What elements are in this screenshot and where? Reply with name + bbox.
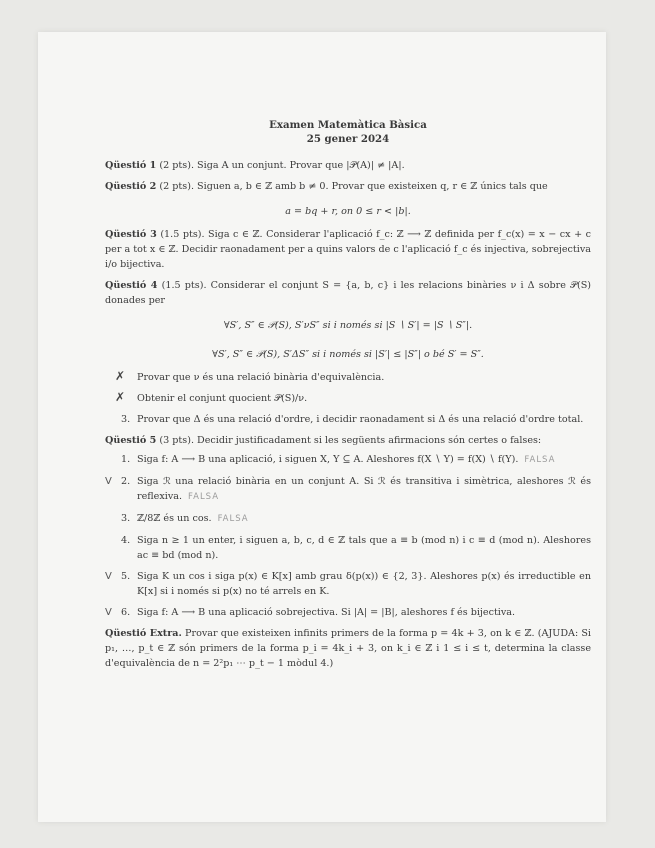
question-3-text: (1.5 pts). Siga c ∈ ℤ. Considerar l'aplicació f_c: ℤ ⟶ ℤ definida per f_c(x) = x − cx + c per a tot x ∈ ℤ. Decidir raonadament per a quins valors de c l'aplicació f_c és injectiva, sobrejectiva i/o bijectiva. [105,229,591,270]
question-5-label: Qüestió 5 [105,435,157,446]
item-text: Provar que ν és una relació binària d'equivalència. [137,372,385,383]
item-number: 1. [121,454,131,465]
handwritten-note: FALSA [524,455,556,465]
item-number: 2. [121,476,131,487]
item-number: 4. [121,535,131,546]
handwritten-cross-mark: ✗ [115,369,126,383]
item-text: Siga f: A ⟶ B una aplicació, i siguen X, Y ⊆ A. Aleshores f(X ∖ Y) = f(X) ∖ f(Y). [137,454,519,465]
list-item [105,533,591,563]
item-text: Provar que Δ és una relació d'ordre, i decidir raonadament si Δ és una relació d'ordre total. [137,414,584,425]
item-text: ℤ/8ℤ és un cos. [137,513,212,524]
question-extra-text: Provar que existeixen infinits primers de la forma p = 4k + 3, on k ∈ ℤ. (AJUDA: Si p₁, …, p_t ∈ ℤ són primers de la forma p_i = 4k_i + 3, on k_i ∈ ℤ i 1 ≤ i ≤ t, determina la classe d'equivalència de n = 2²p₁ ⋯ p_t − 1 mòdul 4.) [105,628,591,669]
item-text: Siga ℛ una relació binària en un conjunt A. Si ℛ és transitiva i simètrica, aleshores ℛ és reflexiva. [137,476,591,502]
item-text: Obtenir el conjunt quocient 𝒫(S)/ν. [137,393,308,404]
handwritten-check-mark: V [105,571,112,582]
exam-date: 25 gener 2024 [306,133,390,145]
question-4-relation-delta: ∀S′, S″ ∈ 𝒫(S), S′ΔS″ si i només si |S′| ≤ |S″| o bé S′ = S″. [212,349,484,360]
question-extra [105,626,591,671]
list-item [105,391,591,406]
item-number: 3. [121,513,131,524]
question-extra-label: Qüestió Extra. [105,628,182,639]
question-3 [105,227,591,272]
list-item [105,370,591,385]
question-1-label: Qüestió 1 [105,160,157,171]
question-1-text: (2 pts). Siga A un conjunt. Provar que |𝒫(A)| ≠ |A|. [159,160,405,171]
item-text: Siga K un cos i siga p(x) ∈ K[x] amb grau δ(p(x)) ∈ {2, 3}. Aleshores p(x) és irreductible en K[x] si i només si p(x) no té arrels en K. [137,571,591,597]
list-item [105,569,591,599]
item-text: Siga f: A ⟶ B una aplicació sobrejectiva. Si |A| = |B|, aleshores f és bijectiva. [137,607,516,618]
item-number: 5. [121,571,131,582]
exam-content [105,118,591,671]
question-4-relation-nu: ∀S′, S″ ∈ 𝒫(S), S′νS″ si i només si |S ∖ S′| = |S ∖ S″|. [223,320,473,331]
list-item [105,511,591,527]
item-number: 3. [121,414,131,425]
question-4 [105,278,591,308]
item-text: Siga n ≥ 1 un enter, i siguen a, b, c, d ∈ ℤ tals que a ≡ b (mod n) i c ≡ d (mod n). Aleshores ac ≡ bd (mod n). [137,535,591,561]
handwritten-note: FALSA [217,514,249,524]
exam-page [38,32,606,822]
handwritten-check-mark: V [105,607,112,618]
handwritten-cross-mark: ✗ [115,390,126,404]
exam-title: Examen Matemàtica Bàsica [269,119,427,131]
handwritten-note: FALSA [188,492,220,502]
question-5 [105,433,591,448]
question-2 [105,179,591,194]
question-4-items [105,370,591,427]
item-number: 6. [121,607,131,618]
question-2-formula: a = bq + r, on 0 ≤ r < |b|. [285,206,411,217]
list-item [105,474,591,505]
list-item [105,452,591,468]
question-4-text: (1.5 pts). Considerar el conjunt S = {a, b, c} i les relacions binàries ν i Δ sobre 𝒫(S) donades per [105,280,592,306]
question-1 [105,158,591,173]
list-item [105,605,591,620]
list-item [105,412,591,427]
question-2-text: (2 pts). Siguen a, b ∈ ℤ amb b ≠ 0. Provar que existeixen q, r ∈ ℤ únics tals que [159,181,548,192]
question-3-label: Qüestió 3 [105,229,157,240]
question-2-label: Qüestió 2 [105,181,157,192]
question-4-label: Qüestió 4 [105,280,158,291]
handwritten-check-mark: V [105,476,112,487]
question-5-items [105,452,591,620]
question-5-text: (3 pts). Decidir justificadament si les següents afirmacions són certes o falses: [159,435,542,446]
